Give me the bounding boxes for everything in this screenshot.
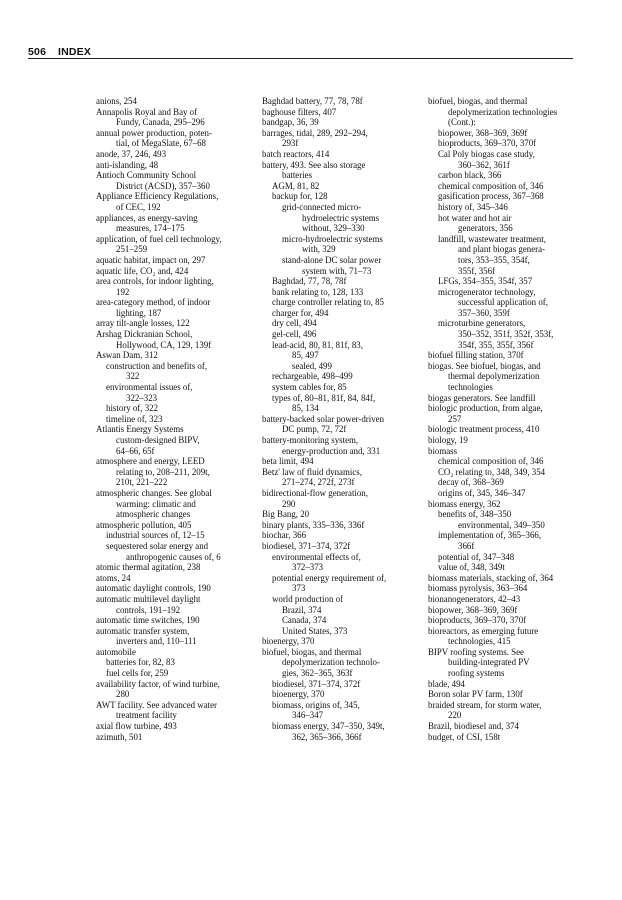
index-subentry: bioproducts, 369–370, 370f bbox=[438, 138, 537, 149]
index-entry: Annapolis Royal and Bay of bbox=[96, 106, 198, 117]
index-subentry: energy-production and, 331 bbox=[282, 445, 381, 456]
index-subentry: 354f, 355, 355f, 356f bbox=[458, 339, 534, 350]
index-entry: bioproducts, 369–370, 370f bbox=[428, 615, 527, 626]
index-entry: biomass materials, stacking of, 364 bbox=[428, 572, 554, 583]
index-entry: Big Bang, 20 bbox=[262, 509, 310, 520]
index-subentry: CO₂ relating to, 348, 349, 354 bbox=[438, 466, 546, 477]
index-subentry: 280 bbox=[116, 689, 130, 700]
index-entry: blade, 494 bbox=[428, 678, 465, 689]
index-subentry: history of, 345–346 bbox=[438, 201, 508, 212]
index-subentry: batteries bbox=[282, 170, 313, 181]
index-entry: biologic production, from algae, bbox=[428, 403, 543, 414]
index-entry: application, of fuel cell technology, bbox=[96, 233, 222, 244]
index-entry: batch reactors, 414 bbox=[262, 148, 330, 159]
index-entry: braided stream, for storm water, bbox=[428, 699, 542, 710]
index-subentry: 271–274, 272f, 273f bbox=[282, 477, 355, 488]
index-entry: axial flow turbine, 493 bbox=[96, 721, 177, 732]
index-entry: Brazil, biodiesel and, 374 bbox=[428, 721, 519, 732]
index-entry: budget, of CSI, 158t bbox=[428, 731, 501, 742]
index-entry: availability factor, of wind turbine, bbox=[96, 678, 220, 689]
index-subentry: inverters and, 110–111 bbox=[116, 636, 197, 647]
index-subentry: micro-hydroelectric systems bbox=[282, 233, 383, 244]
index-subentry: controls, 191–192 bbox=[116, 604, 181, 615]
index-subentry: 192 bbox=[116, 286, 130, 297]
index-subentry: stand-alone DC solar power bbox=[282, 254, 382, 265]
index-subentry: 85, 134 bbox=[292, 403, 319, 414]
index-subentry: custom-designed BIPV, bbox=[116, 435, 200, 445]
index-subentry: 251–259 bbox=[116, 244, 148, 255]
index-subentry: charger for, 494 bbox=[272, 307, 329, 318]
index-entry: bioenergy, 370 bbox=[262, 636, 315, 647]
page-number: 506 bbox=[28, 46, 47, 58]
index-subentry: industrial sources of, 12–15 bbox=[106, 530, 205, 541]
index-subentry: biodiesel, 371–374, 372f bbox=[272, 678, 361, 689]
index-entry: AWT facility. See advanced water bbox=[96, 699, 218, 710]
index-entry: BIPV roofing systems. See bbox=[428, 646, 524, 657]
index-subentry: treatment facility bbox=[116, 710, 177, 721]
index-subentry: history of, 322 bbox=[106, 403, 159, 414]
index-subentry: AGM, 81, 82 bbox=[272, 180, 320, 191]
index-subentry: Cal Poly biogas case study, bbox=[438, 148, 535, 159]
index-entry: Antioch Community School bbox=[96, 170, 197, 181]
index-entry: biomass energy, 362 bbox=[428, 498, 501, 509]
index-subentry: world production of bbox=[272, 593, 343, 604]
index-subentry: building-integrated PV bbox=[448, 657, 530, 668]
index-subentry: sealed, 499 bbox=[292, 360, 332, 371]
index-subentry: 85, 497 bbox=[292, 350, 319, 361]
index-subentry: charge controller relating to, 85 bbox=[272, 297, 384, 308]
index-subentry: with, 329 bbox=[302, 244, 336, 255]
index-entry: biomass bbox=[428, 445, 458, 456]
index-subentry: LFGs, 354–355, 354f, 357 bbox=[438, 276, 533, 287]
index-entry: anode, 37, 246, 493 bbox=[96, 148, 167, 159]
index-entry: biofuel, biogas, and thermal bbox=[428, 96, 528, 106]
index-entry: battery-monitoring system, bbox=[262, 435, 359, 445]
index-entry: battery-backed solar power-driven bbox=[262, 413, 385, 424]
index-subentry: backup for, 128 bbox=[272, 191, 328, 202]
index-entry: aquatic life, CO₂ and, 424 bbox=[96, 265, 189, 276]
index-entry: automatic time switches, 190 bbox=[96, 615, 200, 626]
index-subentry: lead-acid, 80, 81, 81f, 83, bbox=[272, 339, 363, 350]
index-subentry: atmospheric changes bbox=[116, 509, 191, 520]
index-subentry: biomass, origins of, 345, bbox=[272, 699, 360, 710]
index-entry: biogas. See biofuel, biogas, and bbox=[428, 360, 541, 371]
index-entry: Arshag Dickranian School, bbox=[96, 329, 193, 340]
index-subentry: value of, 348, 349t bbox=[438, 562, 505, 573]
index-entry: binary plants, 335–336, 336f bbox=[262, 519, 365, 530]
index-subentry: dry cell, 494 bbox=[272, 318, 317, 329]
index-subentry: hydroelectric systems bbox=[302, 212, 380, 223]
index-entry: atoms, 24 bbox=[96, 572, 131, 583]
index-subentry: thermal depolymerization bbox=[448, 371, 540, 382]
index-subentry: chemical composition of, 346 bbox=[438, 180, 544, 191]
index-subentry: DC pump, 72, 72f bbox=[282, 424, 347, 435]
index-entry: battery, 493. See also storage bbox=[262, 159, 366, 170]
index-subentry: 322–323 bbox=[126, 392, 158, 403]
index-entry: annual power production, poten- bbox=[96, 127, 212, 138]
header-rule bbox=[28, 58, 573, 59]
index-subentry: system with, 71–73 bbox=[302, 265, 372, 276]
index-entry: anti-islanding, 48 bbox=[96, 159, 159, 170]
index-subentry: potential of, 347–348 bbox=[438, 551, 515, 562]
index-entry: area controls, for indoor lighting, bbox=[96, 276, 214, 287]
index-entry: bidirectional-flow generation, bbox=[262, 487, 368, 498]
index-subentry: carbon black, 366 bbox=[438, 170, 502, 181]
index-subentry: Brazil, 374 bbox=[282, 604, 322, 615]
index-entry: Betz' law of fluid dynamics, bbox=[262, 466, 362, 477]
index-subentry: origins of, 345, 346–347 bbox=[438, 487, 526, 498]
index-subentry: microturbine generators, bbox=[438, 318, 526, 329]
index-entry: Aswan Dam, 312 bbox=[96, 350, 158, 361]
index-entry: atmosphere and energy, LEED bbox=[96, 456, 205, 467]
index-subentry: construction and benefits of, bbox=[106, 360, 208, 371]
index-subentry: 362, 365–366, 366f bbox=[292, 731, 362, 742]
index-entry: area-category method, of indoor bbox=[96, 297, 211, 308]
index-subentry: warming: climatic and bbox=[116, 498, 196, 509]
index-subentry: 64–66, 65f bbox=[116, 445, 155, 456]
index-subentry: 355f, 356f bbox=[458, 265, 495, 276]
index-entry: beta limit, 494 bbox=[262, 456, 314, 467]
index-subentry: decay of, 368–369 bbox=[438, 477, 504, 488]
index-entry: biochar, 366 bbox=[262, 530, 307, 541]
index-subentry: 346–347 bbox=[292, 710, 324, 721]
index-subentry: and plant biogas genera- bbox=[458, 244, 545, 255]
index-subentry: grid-connected micro- bbox=[282, 201, 362, 212]
index-subentry: generators, 356 bbox=[458, 223, 513, 234]
index-subentry: technologies bbox=[448, 382, 493, 393]
index-subentry: timeline of, 323 bbox=[106, 413, 163, 424]
index-subentry: chemical composition of, 346 bbox=[438, 456, 544, 467]
index-subentry: tors, 353–355, 354f, bbox=[458, 254, 530, 265]
index-entry: automobile bbox=[96, 646, 136, 657]
index-column-1 bbox=[96, 96, 246, 742]
index-subentry: of CEC, 192 bbox=[116, 201, 161, 212]
index-subentry: types of, 80–81, 81f, 84, 84f, bbox=[272, 392, 376, 403]
index-entry: Appliance Efficiency Regulations, bbox=[96, 191, 219, 202]
index-column-2 bbox=[262, 96, 414, 742]
index-subentry: roofing systems bbox=[448, 668, 505, 679]
index-subentry: 357–360, 359f bbox=[458, 307, 510, 318]
index-entry: biopower, 368–369, 369f bbox=[428, 604, 518, 615]
index-subentry: District (ACSD), 357–360 bbox=[116, 180, 210, 191]
index-subentry: tial, of MegaSlate, 67–68 bbox=[116, 138, 206, 149]
index-subentry: benefits of, 348–350 bbox=[438, 509, 512, 520]
index-entry: biofuel filling station, 370f bbox=[428, 350, 524, 361]
index-subentry: anthropogenic causes of, 6 bbox=[126, 551, 221, 562]
index-entry: biology, 19 bbox=[428, 435, 468, 445]
index-subentry: 210t, 221–222 bbox=[116, 477, 168, 488]
index-subentry: Baghdad, 77, 78, 78f bbox=[272, 276, 347, 287]
index-subentry: implementation of, 365–366, bbox=[438, 530, 542, 541]
index-subentry: gies, 362–365, 363f bbox=[282, 668, 353, 679]
index-subentry: successful application of, bbox=[458, 297, 548, 308]
index-subentry: batteries for, 82, 83 bbox=[106, 657, 175, 668]
index-entry: barrages, tidal, 289, 292–294, bbox=[262, 127, 368, 138]
index-subentry: 366f bbox=[458, 540, 475, 551]
index-entry: biofuel, biogas, and thermal bbox=[262, 646, 362, 657]
index-subentry: bioenergy, 370 bbox=[272, 689, 325, 700]
index-subentry: hot water and hot air bbox=[438, 212, 512, 223]
index-entry: Atlantis Energy Systems bbox=[96, 424, 184, 435]
index-subentry: microgenerator technology, bbox=[438, 286, 536, 297]
index-entry: biodiesel, 371–374, 372f bbox=[262, 540, 351, 551]
index-subentry: United States, 373 bbox=[282, 625, 348, 636]
index-subentry: 290 bbox=[282, 498, 296, 509]
index-subentry: measures, 174–175 bbox=[116, 223, 185, 234]
index-entry: biologic treatment process, 410 bbox=[428, 424, 540, 435]
index-entry: Boron solar PV farm, 130f bbox=[428, 689, 523, 700]
index-entry: automatic daylight controls, 190 bbox=[96, 583, 211, 594]
index-entry: bioreactors, as emerging future bbox=[428, 625, 539, 636]
index-entry: biomass pyrolysis, 363–364 bbox=[428, 583, 528, 594]
index-entry: bionanogenerators, 42–43 bbox=[428, 593, 521, 604]
index-subentry: sequestered solar energy and bbox=[106, 540, 209, 551]
index-subentry: Canada, 374 bbox=[282, 615, 327, 626]
index-entry: atmospheric changes. See global bbox=[96, 487, 212, 498]
index-subentry: biomass energy, 347–350, 349t, bbox=[272, 721, 385, 732]
index-entry: azimuth, 501 bbox=[96, 731, 143, 742]
index-entry: automatic transfer system, bbox=[96, 625, 190, 636]
index-subentry: without, 329–330 bbox=[302, 223, 365, 234]
index-subentry: 293f bbox=[282, 138, 299, 149]
index-subentry: Hollywood, CA, 129, 139f bbox=[116, 339, 212, 350]
index-subentry: 373 bbox=[292, 583, 306, 594]
index-subentry: fuel cells for, 259 bbox=[106, 668, 169, 679]
index-subentry: system cables for, 85 bbox=[272, 382, 347, 393]
index-entry: bandgap, 36, 39 bbox=[262, 117, 319, 128]
index-subentry: relating to, 208–211, 209t, bbox=[116, 466, 210, 477]
index-entry: appliances, as energy-saving bbox=[96, 212, 198, 223]
index-subentry: biopower, 368–369, 369f bbox=[438, 127, 528, 138]
index-subentry: 350–352, 351f, 352f, 353f, bbox=[458, 329, 554, 340]
index-entry: baghouse filters, 407 bbox=[262, 106, 337, 117]
index-entry: Baghdad battery, 77, 78, 78f bbox=[262, 96, 363, 106]
index-entry: aquatic habitat, impact on, 297 bbox=[96, 254, 206, 265]
index-entry: atmospheric pollution, 405 bbox=[96, 519, 192, 530]
index-subentry: rechargeable, 498–499 bbox=[272, 371, 353, 382]
index-subentry: 322 bbox=[126, 371, 140, 382]
index-entry: atomic thermal agitation, 238 bbox=[96, 562, 201, 573]
index-subentry: gel-cell, 496 bbox=[272, 329, 317, 340]
index-subentry: bank relating to, 128, 133 bbox=[272, 286, 364, 297]
index-subentry: 372–373 bbox=[292, 562, 324, 573]
index-subentry: 220 bbox=[448, 710, 462, 721]
index-subentry: environmental effects of, bbox=[272, 551, 361, 562]
index-subentry: depolymerization technolo- bbox=[282, 657, 380, 668]
index-entry: array tilt-angle losses, 122 bbox=[96, 318, 190, 329]
index-subentry: 360–362, 361f bbox=[458, 159, 510, 170]
index-subentry: potential energy requirement of, bbox=[272, 572, 387, 583]
index-subentry: environmental issues of, bbox=[106, 382, 193, 393]
index-subentry: landfill, wastewater treatment, bbox=[438, 233, 546, 244]
index-entry: biogas generators. See landfill bbox=[428, 392, 536, 403]
index-column-3 bbox=[428, 96, 586, 742]
index-entry: automatic multilevel daylight bbox=[96, 593, 201, 604]
index-subentry: depolymerization technologies bbox=[448, 106, 558, 117]
index-subentry: environmental, 349–350 bbox=[458, 519, 545, 530]
index-subentry: technologies, 415 bbox=[448, 636, 511, 647]
index-subentry: 257 bbox=[448, 413, 462, 424]
page-title: INDEX bbox=[58, 46, 92, 58]
index-subentry: (Cont.): bbox=[448, 117, 476, 128]
index-subentry: gasification process, 367–368 bbox=[438, 191, 544, 202]
index-subentry: Fundy, Canada, 295–296 bbox=[116, 117, 205, 128]
index-subentry: lighting, 187 bbox=[116, 307, 162, 318]
index-entry: anions, 254 bbox=[96, 96, 137, 106]
